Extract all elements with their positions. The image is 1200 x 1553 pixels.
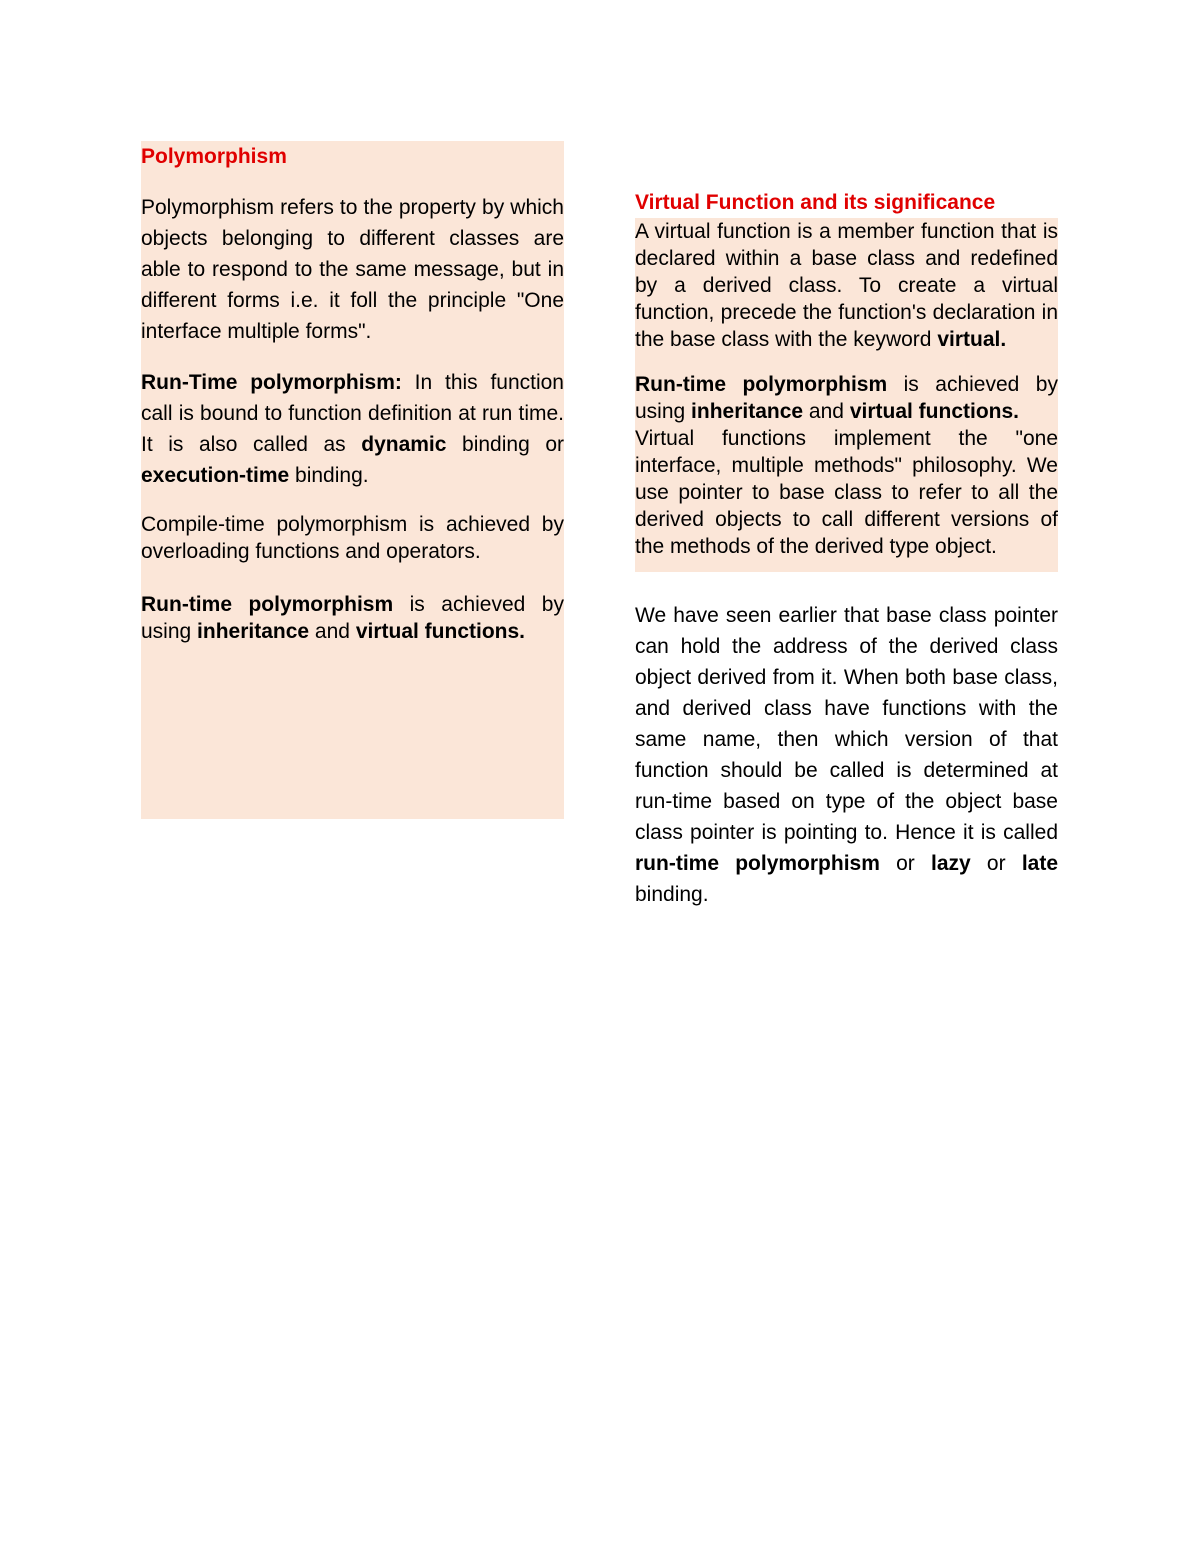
late-term: late: [1021, 852, 1059, 875]
dynamic-term: dynamic: [361, 433, 447, 456]
virtual-keyword: virtual.: [937, 328, 1007, 351]
runtime-achieved-text: Run-time polymorphism is achieved by using inheritance and virtual functions.: [141, 593, 564, 643]
runtime-definition: Run-Time polymorphism: In this function call is bound to function definition at run time. It is also called as dynamic binding or execution-time binding.: [141, 371, 564, 487]
virtual-function-panel: [635, 218, 1058, 572]
runtime-polymorphism-term: run-time polymorphism: [635, 852, 880, 875]
virtual-function-column: [635, 188, 1058, 910]
polymorphism-panel: [141, 141, 564, 819]
compile-time-text: Compile-time polymorphism is achieved by overloading functions and operators.: [141, 513, 564, 563]
polymorphism-title: Polymorphism: [141, 145, 287, 168]
polymorphism-intro: Polymorphism refers to the property by which objects belonging to different classes are able to respond to the same message, but in different forms i.e. it foll the principle "One interface multiple forms".: [141, 196, 564, 343]
runtime-achieved-text-right: Run-time polymorphism is achieved by using inheritance and virtual functions.: [635, 373, 1058, 423]
runtime-label: Run-Time polymorphism:: [141, 371, 402, 394]
lazy-term: lazy: [931, 852, 971, 875]
virtual-function-title: Virtual Function and its significance: [635, 191, 996, 214]
virtual-functions-philosophy: Virtual functions implement the "one interface, multiple methods" philosophy. We use pointer to base class to refer to all the derived objects to call different versions of the methods of the derived type object.: [635, 427, 1058, 558]
base-class-pointer-text: We have seen earlier that base class pointer can hold the address of the derived class object derived from it. When both base class, and derived class have functions with the same name, then which version of that function should be called is determined at run-time based on type of the object base class pointer is pointing to. Hence it is called run-time polymorphism or lazy or late binding.: [635, 604, 1059, 906]
execution-time-term: execution-time: [141, 464, 290, 487]
virtual-function-definition: A virtual function is a member function that is declared within a base class and redefined by a derived class. To create a virtual function, precede the function's declaration in the base class with the keyword virtual.: [635, 220, 1058, 351]
